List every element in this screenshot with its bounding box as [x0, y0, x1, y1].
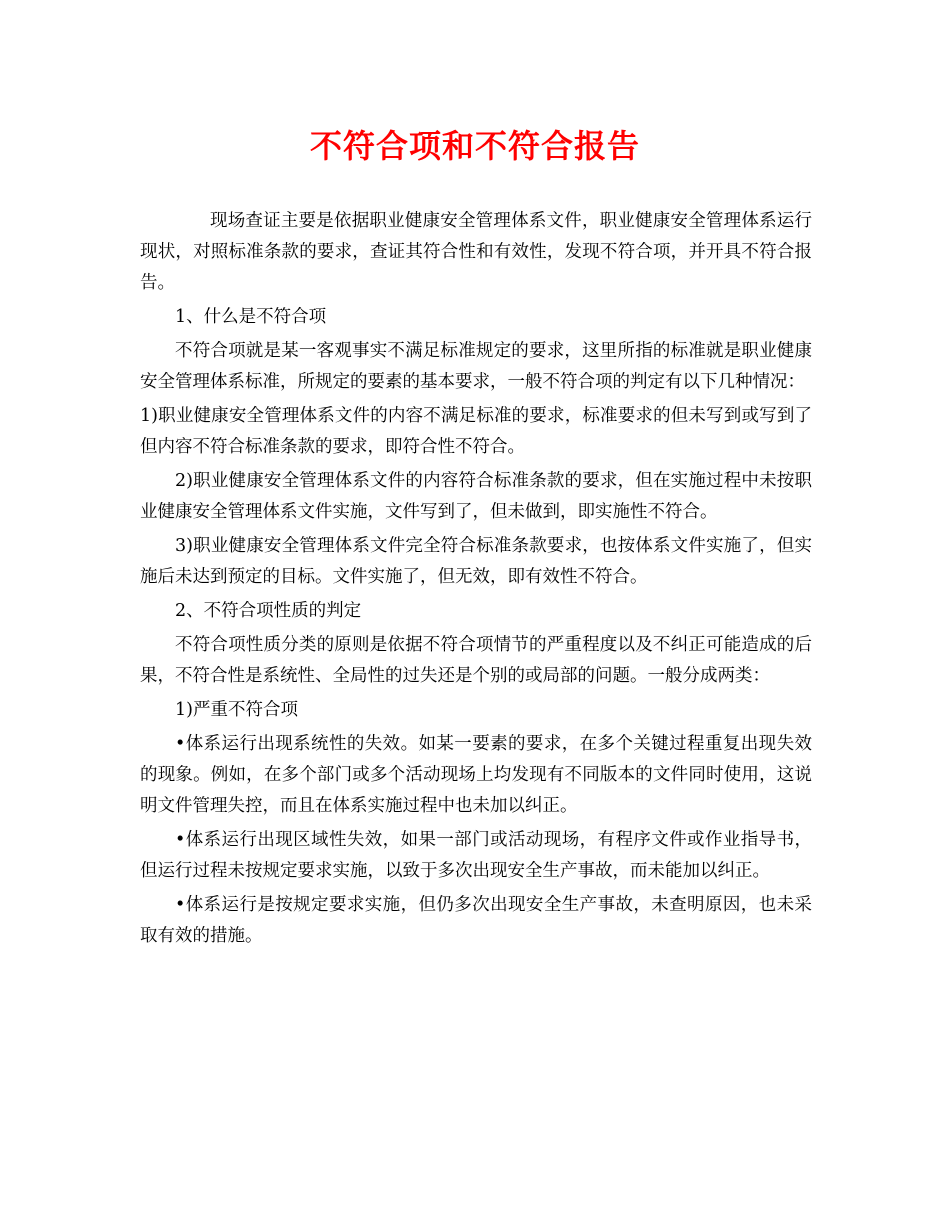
bullet-regional-failure: •体系运行出现区域性失效，如果一部门或活动现场，有程序文件或作业指导书，但运行过程未按规定要求实施，以致于多次出现安全生产事故，而未能加以纠正。 — [140, 830, 812, 881]
document-title: 不符合项和不符合报告 — [309, 127, 640, 165]
subheading-major-nonconformity: 1)严重不符合项 — [175, 700, 298, 720]
bullet-systemic-failure: •体系运行出现系统性的失效。如某一要素的要求，在多个关键过程重复出现失效的现象。例如，在多个部门或多个活动现场上均发现有不同版本的文件同时使用，这说明文件管理失控，而且在体系实施过程中也未加以纠正。 — [140, 734, 812, 816]
paragraph-classification: 不符合项性质分类的原则是依据不符合项情节的严重程度以及不纠正可能造成的后果，不符合性是系统性、全局性的过失还是个别的或局部的问题。一般分成两类： — [140, 635, 812, 686]
section-heading-1: 1、什么是不符合项 — [175, 307, 327, 327]
list-item-effectiveness: 3)职业健康安全管理体系文件完全符合标准条款要求，也按体系文件实施了，但实施后未达到预定的目标。文件实施了，但无效，即有效性不符合。 — [140, 536, 812, 587]
paragraph-intro: 现场查证主要是依据职业健康安全管理体系文件，职业健康安全管理体系运行现状，对照标准条款的要求，查证其符合性和有效性，发现不符合项，并开具不符合报告。 — [140, 211, 812, 293]
bullet-repeated-accidents: •体系运行是按规定要求实施，但仍多次出现安全生产事故，未查明原因，也未采取有效的措施。 — [140, 895, 812, 946]
list-item-implementation: 2)职业健康安全管理体系文件的内容符合标准条款的要求，但在实施过程中未按职业健康安全管理体系文件实施，文件写到了，但未做到，即实施性不符合。 — [140, 471, 812, 522]
paragraph-definition: 不符合项就是某一客观事实不满足标准规定的要求，这里所指的标准就是职业健康安全管理体系标准，所规定的要素的基本要求，一般不符合项的判定有以下几种情况： — [140, 341, 812, 392]
document-body — [140, 206, 812, 955]
section-heading-2: 2、不符合项性质的判定 — [175, 601, 362, 621]
list-item-conformity: 1)职业健康安全管理体系文件的内容不满足标准的要求，标准要求的但未写到或写到了但内容不符合标准条款的要求，即符合性不符合。 — [140, 406, 812, 457]
